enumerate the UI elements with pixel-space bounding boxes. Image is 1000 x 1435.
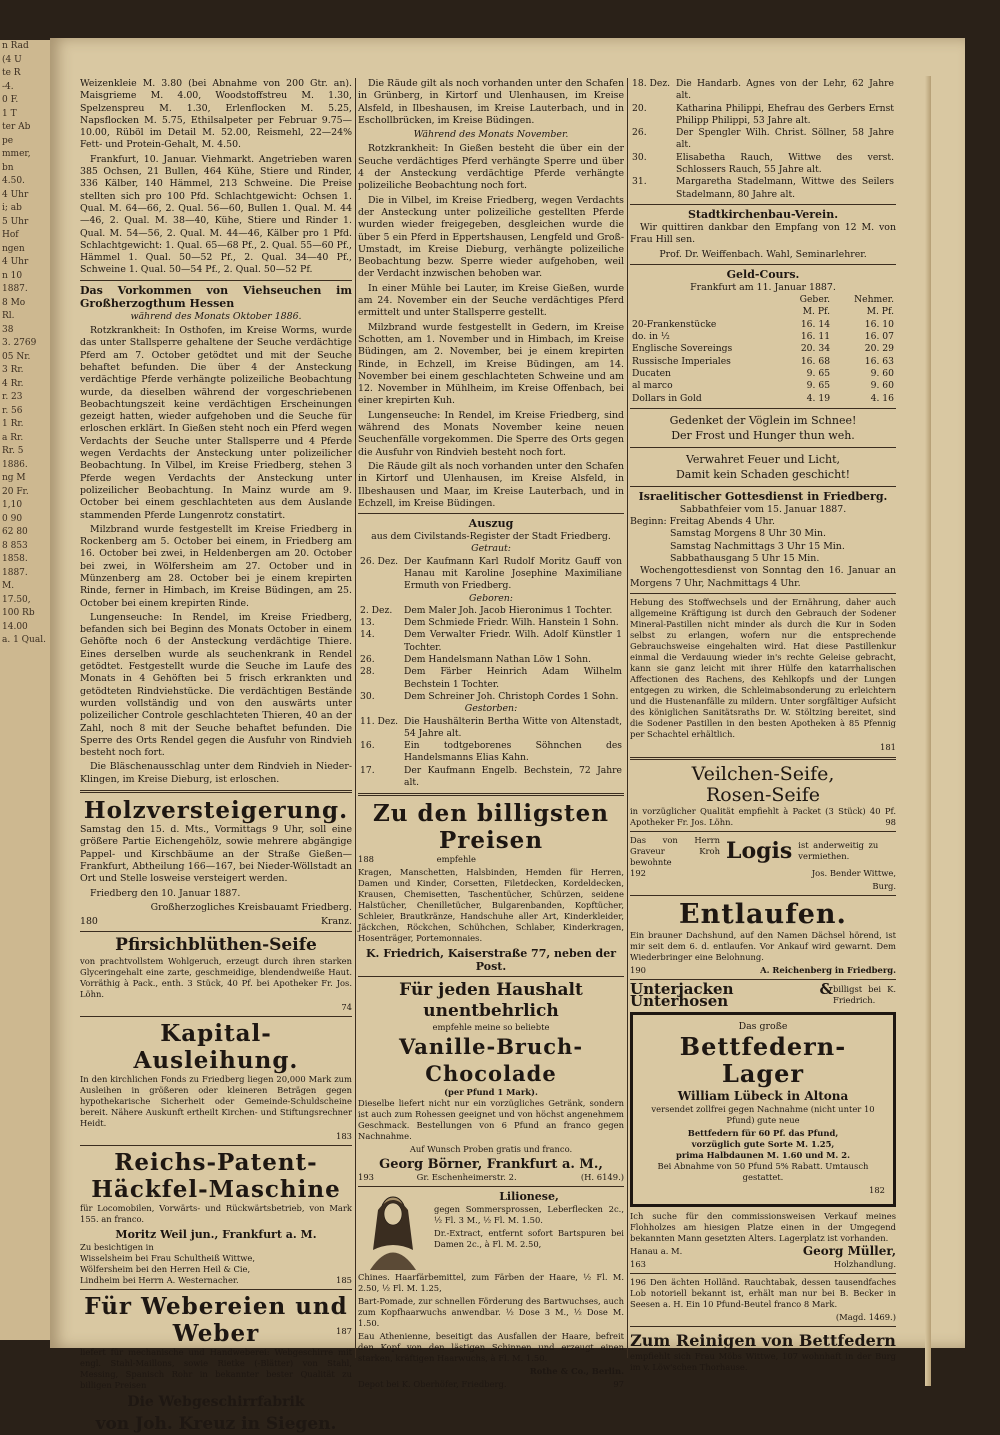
ad-line: Bart-Pomade, zur schnellen Förderung des Bartwuchses, auch zum Kopfhaarwuchs anwendbar. ½ Dose 3 M., ½ Dose M. 1.50.: [358, 1296, 624, 1329]
ad-signature: Jos. Bender Wittwe,: [811, 867, 896, 878]
table-row: [630, 78, 896, 103]
ad-signature: A. Reichenberg in Friedberg.: [760, 964, 896, 975]
ad-unterjacken: [630, 979, 896, 1011]
prev-page-fragment: 1 Rr.: [2, 419, 24, 429]
article-paragraph: Lungenseuche: In Rendel, im Kreise Friedberg, befanden sich bei Beginn des Monats October in einem Gehöfte noch 6 der Ansteckung verdächtige Thiere. Eines derselben wurde als seuchenkrank in Rendel getödtet. Festgestellt wurde die Seuche im Laufe des Monats in 4 Gehöften bei 5 frisch erkrankten und getödteten Rindviehstücke. Die verdächtigen Bestände wurden vollständig und von den auswärts unter polizeilicher Controle geschlachteten Thieren, 40 an der Zahl, noch 8 mit der Seuche behaftet befunden. Die Sperre des Orts Rendel gegen die Ausfuhr von Rindvieh besteht noch fort.: [80, 611, 352, 759]
ad-firm: William Lübeck in Altona: [677, 1088, 849, 1103]
rate-geber: 20. 34: [800, 343, 831, 355]
ad-number: 185: [336, 1275, 352, 1286]
table-row: [630, 127, 896, 152]
ad-signature: Großherzogliches Kreisbauamt Friedberg.: [150, 901, 352, 913]
ad-text: Bei Abnahme von 50 Pfund 5% Rabatt. Umtausch gestattet.: [657, 1160, 869, 1182]
ad-firm: Die Webgeschirrfabrik: [127, 1394, 305, 1411]
rate-nehmer: 16. 63: [864, 355, 894, 367]
prev-page-fragment: 100 Rb: [2, 608, 35, 618]
service-line: Samstag Nachmittags 3 Uhr 15 Min.: [670, 540, 845, 552]
ad-text: Ein brauner Dachshund, auf den Namen Dächsel hörend, ist mir seit dem 6. d. entlaufen. Vor Ankauf wird gewarnt. Dem Wiederbringer eine Belohnung.: [630, 929, 896, 962]
ad-headline: Für Webereien und: [84, 1293, 348, 1321]
newspaper-page: [50, 38, 965, 1435]
register-section: Geboren:: [469, 592, 513, 604]
table-row: [630, 393, 896, 405]
register-headline: Auszug: [468, 517, 514, 531]
ad-logis: [630, 835, 896, 868]
ad-holzversteigerung: [80, 797, 352, 928]
service-line: Wochengottesdienst von Sonntag den 16. Januar an Morgens 7 Uhr, Nachmittags 4 Uhr.: [630, 565, 896, 589]
rate-nehmer: 20. 29: [864, 343, 894, 355]
ad-text: Dieselbe liefert nicht nur ein vorzügliches Getränk, sondern ist auch zum Rohessen geeignet und von höchst angenehmem Geschmack. Bestellungen von 6 Pfund an franco gegen Nachnahme.: [358, 1098, 624, 1142]
prev-page-fragment: 4 Uhr: [2, 189, 29, 200]
entry-date: 26. Dez.: [360, 555, 399, 567]
prev-page-fragment: 8 Mo: [2, 297, 26, 308]
ad-rauchtabak: 196 Den ächten Holländ. Rauchtabak, dessen tausendfaches Lob notoriell bekannt ist, erhält man nur bei B. Becker in Seesen a. H. Ein 10 Pfund-Beutel franco 8 Mark.: [630, 1276, 896, 1309]
entry-date: 17.: [360, 764, 375, 776]
notice-signature: Prof. Dr. Weiffenbach. Wahl, Seminarlehrer.: [659, 248, 867, 260]
entry-text: Die Haushälterin Bertha Witte von Altenstadt, 54 Jahre alt.: [404, 715, 622, 739]
currency-name: Ducaten: [632, 367, 671, 379]
prev-page-fragment: 8 853: [2, 540, 28, 551]
previous-page-edge: [0, 40, 50, 1340]
ad-billigste-preise: [358, 800, 624, 973]
article-paragraph: Die in Vilbel, im Kreise Friedberg, wegen Verdachts der Ansteckung unter polizeiliche gestellten Pferde wurden wieder freigegeben, desgleichen wurde die über 5 ein Pferd in Eppertshausen, Lengfeld und Groß-Umstadt, im Kreise Dieburg, verhängte polizeiliche Beobachtung bezw. Sperre wieder aufgehoben, weil der Verdacht inzwischen behoben war.: [358, 194, 624, 280]
entry-date: 11. Dez.: [360, 715, 399, 727]
prev-page-fragment: 1,10: [2, 500, 23, 510]
prev-page-fragment: 17.50,: [2, 594, 31, 605]
column-header: Nehmer.: [854, 294, 894, 306]
service-line: Beginn: Freitag Abends 4 Uhr.: [630, 516, 775, 528]
table-row: [358, 556, 624, 593]
rate-geber: 9. 65: [806, 367, 831, 379]
ad-text: empfehle: [436, 854, 477, 865]
entry-text: Dem Maler Joh. Jacob Hieronimus 1 Tochter.: [404, 604, 613, 616]
rate-geber: 16. 68: [800, 355, 831, 367]
prev-page-fragment: 5 Uhr: [2, 216, 29, 227]
ad-text: empfehle meine so beliebte: [432, 1022, 550, 1033]
notice-text: Wir quittiren dankbar den Empfang von 12 M. von Frau Hill sen.: [630, 221, 896, 246]
rate-geber: 16. 14: [800, 318, 831, 330]
ad-reference: (Magd. 1469.): [835, 1311, 896, 1322]
entry-date: 28.: [360, 666, 375, 678]
ad-headline: Vanille-Bruch-Chocolade: [398, 1034, 584, 1087]
ad-kapital: [80, 1020, 352, 1142]
ad-headline: Pfirsichblüthen-Seife: [115, 935, 317, 956]
ad-text: liefert für mechanische und Handweberei: Webgeschirre mit engl. Stahl-Maillons, sowie Rietke (-Blätter) von Stahl, Messing, Spanisch Rohr in bekannter bester Qualität zu billigen Preisen: [80, 1347, 352, 1391]
ad-text: Kragen, Manschetten, Halsbinden, Hemden für Herren, Damen und Kinder, Corsetten, Filetdecken, Kordeldecken, Krausen, Chemisetten, Taschentücher, Schürzen, seidene Halstücher, Chenilletücher, Bulgarenbanden, Kopftücher, Schleier, Brautkränze, Handschuhe aller Art, Kinderkleider, Jäckchen, Röckchen, Schühchen, Schlaber, Kinderkragen, Hosenträger, Portemonnaies.: [358, 867, 624, 944]
exchange-rates-table: [630, 294, 896, 405]
article-paragraph: Die Räude gilt als noch vorhanden unter den Schafen in Grünberg, in Kirtorf und Ulenhausen, im Kreise Alsfeld, in Ilbeshausen, im Kreise Lauterbach, und in Eschollbrücken, im Kreise Büdingen.: [358, 78, 624, 126]
column-header: M. Pf.: [866, 306, 894, 318]
ad-number: 183: [336, 1131, 352, 1142]
ad-text: versendet zollfrei gegen Nachnahme (nicht unter 10 Pfund) gute neue: [651, 1103, 875, 1125]
ad-veilchen-seife: [630, 764, 896, 828]
prev-page-fragment: -4.: [2, 81, 14, 92]
ad-firm: Rothe & Co., Berlin.: [529, 1366, 624, 1377]
prev-page-fragment: 1858.: [2, 554, 28, 564]
column-2: [358, 78, 624, 1392]
ad-sodener-pastillen: Hebung des Stoffwechsels und der Ernährung, daher auch allgemeine Kräftigung ist durch den Gebrauch der Sodener Mineral-Pastillen nicht minder als durch die Kur in Soden selbst zu erlangen, wofern nur die entsprechende Gebrauchsweise eingehalten wird. Hat diese Pastillenkur einmal die Verdauung wieder in's rechte Geleise gebracht, kann sie ganz leicht mit ihrer Hülfe den katarrhalischen Affectionen des Rachens, des Kehlkopfs und der Lungen entgegen zu wirken, die Schleimabsonderung zu erleichtern und die Hustenanfälle zu mildern. Unter sorgfältiger Aufsicht des königlichen Sanitätsraths Dr. W. Stöltzing bereitet, sind die Sodener Pastillen in den besten Apotheken à 85 Pfennig per Schachtel erhältlich.: [630, 596, 896, 739]
entry-text: Margaretha Stadelmann, Wittwe des Seilers Stadelmann, 80 Jahre alt.: [676, 176, 894, 200]
prev-page-fragment: 38: [2, 324, 14, 335]
ad-text: Das von Herrn Graveur Kroh bewohnte: [630, 834, 720, 867]
prev-page-fragment: 14.00: [2, 621, 28, 632]
ad-headline: Veilchen-Seife,: [691, 762, 835, 785]
verse-line: Verwahret Feuer und Licht,: [685, 452, 841, 466]
prev-page-fragment: pe: [2, 135, 14, 146]
prev-page-fragment: 62 80: [2, 527, 28, 537]
ad-firm: K. Friedrich, Kaiserstraße 77, neben der Post.: [365, 947, 617, 974]
verse-line: Gedenket der Vöglein im Schnee!: [669, 413, 857, 427]
entry-text: Dem Schmiede Friedr. Wilh. Hanstein 1 Sohn.: [404, 617, 619, 629]
ad-commission: [630, 1211, 896, 1270]
prev-page-fragment: Rl.: [2, 311, 15, 321]
ad-text: für Locomobilen, Vorwärts- und Rückwärtsbetrieb, von Mark 155. an franco.: [80, 1203, 352, 1225]
table-row: [358, 617, 624, 629]
prev-page-fragment: ngen: [2, 243, 25, 254]
prev-page-fragment: a. 1 Qual.: [2, 635, 46, 645]
article-paragraph: Die Räude gilt als noch vorhanden unter den Schafen in Kirtorf und Ulenhausen, im Kreise Alsfeld, in Ilbeshausen und Maar, im Kreise Lauterbach, und in Echzell, im Kreise Büdingen.: [358, 460, 624, 509]
prev-page-fragment: 1887.: [2, 567, 28, 578]
ad-number: 182: [869, 1184, 885, 1195]
entry-text: Der Kaufmann Engelb. Bechstein, 72 Jahre alt.: [404, 764, 622, 789]
ad-signature: Kranz.: [320, 916, 352, 928]
entry-text: Dem Färber Heinrich Adam Wilhelm Bechstein 1 Tochter.: [404, 666, 622, 690]
article-paragraph: Lungenseuche: In Rendel, im Kreise Friedberg, sind während des Monats November keine neuen Seuchenfälle vorgekommen. Die Sperre des Orts gegen die Ausfuhr von Rindvieh besteht noch fort.: [358, 409, 624, 458]
entry-date: 14.: [360, 629, 375, 641]
prev-page-fragment: Rr. 5: [2, 446, 24, 456]
table-row: [630, 331, 896, 343]
ad-headline: Zu den billigsten Preisen: [372, 800, 609, 855]
exchange-rates-headline: Geld-Cours.: [726, 267, 800, 281]
prev-page-fragment: 4 Uhr: [2, 257, 29, 267]
ad-number: 180: [80, 916, 98, 928]
article-paragraph: Milzbrand wurde festgestellt in Gedern, im Kreise Schotten, am 1. November und in Himbach, im Kreise Büdingen, am 2. November, bei je einem krepirten Rinde, in Echzell, im Kreise Büdingen, am 14. November bei einem geschlachteten Schweine und am 12. November in Mühlheim, im Kreise Offenbach, bei einer krepirten Kuh.: [358, 321, 624, 407]
register-section: Gestorben:: [464, 703, 518, 715]
ad-text: In den kirchlichen Fonds zu Friedberg liegen 20,000 Mark zum Ausleihen in größeren oder kleineren Beträgen gegen hypothekarische Sicherheit oder Gemeinde-Schuldscheine bereit. Nähere Auskunft ertheilt Kirchen- und Stiftungsrechner Heidt.: [80, 1074, 352, 1129]
table-row: [358, 765, 624, 790]
prev-page-fragment: ter Ab: [2, 122, 31, 132]
prev-page-fragment: mmer,: [2, 149, 31, 159]
ad-text: Samstag den 15. d. Mts., Vormittags 9 Uhr, soll eine größere Partie Eichengehölz, sowie mehrere abgängige Pappel- und Kirschbäume an der Straße Gießen—Frankfurt, Abtheilung 166—167, bei Nieder-Wöllstadt an Ort und Stelle losweise versteigert werden.: [80, 824, 352, 885]
prev-page-fragment: 0 90: [2, 513, 23, 524]
prev-page-fragment: te R: [2, 68, 21, 78]
ad-line: Lindheim bei Herrn A. Westernacher.: [80, 1275, 239, 1286]
ad-number: 188: [358, 854, 374, 865]
entry-text: Katharina Philippi, Ehefrau des Gerbers Ernst Philipp Philippi, 53 Jahre alt.: [676, 102, 894, 126]
prev-page-fragment: n 10: [2, 270, 23, 281]
ad-firm: Moritz Weil jun., Frankfurt a. M.: [115, 1228, 317, 1242]
ad-number: 190: [630, 964, 646, 975]
currency-name: 20-Frankenstücke: [632, 318, 717, 330]
ad-line: Bettfedern für 60 Pf. das Pfund,: [687, 1127, 839, 1138]
table-row: [358, 629, 624, 654]
entry-date: 18. Dez.: [632, 78, 671, 89]
column-1: [80, 78, 352, 1435]
table-row: [358, 740, 624, 765]
table-row: [358, 666, 624, 691]
entry-text: Ein todtgeborenes Söhnchen des Handelsmanns Elias Kahn.: [404, 740, 622, 764]
ad-lilionese: [358, 1190, 624, 1390]
ad-headline: Reichs-Patent-: [114, 1149, 318, 1177]
market-report: Weizenkleie M. 3.80 (bei Abnahme von 200 Gtr. an). Maisgrieme M. 4.00, Woodstoffstreu M. 1.30, Spelzenspreu M. 1.30, Erlenflocken M. 5.25, Napsflocken M. 5.75, Ethilsalpeter per Februar 9.75—10.00, Rüböl im Detail M. 52.00, Reismehl, 22—24% Fett- und Protein-Gehalt, M. 4.50.: [80, 78, 352, 151]
service-subhead: Sabbathfeier vom 15. Januar 1887.: [679, 503, 847, 515]
article-subhead: Während des Monats November.: [413, 129, 569, 141]
ad-line: gegen Sommersprossen, Leberflecken 2c., ½ Fl. 3 M., ½ Fl. M. 1.50.: [434, 1204, 624, 1226]
currency-name: Russische Imperiales: [632, 355, 731, 367]
entry-date: 2. Dez.: [360, 604, 393, 616]
ad-line: prima Halbdaunen M. 1.60 und M. 2.: [675, 1149, 851, 1160]
article-headline: Das Vorkommen von Viehseuchen im Großherzogthum Hessen: [80, 283, 352, 310]
rate-nehmer: 9. 60: [870, 380, 894, 392]
prev-page-fragment: 05 Nr.: [2, 351, 31, 362]
table-row: [630, 103, 896, 128]
service-headline: Israelitischer Gottesdienst in Friedberg.: [638, 489, 888, 503]
ad-firm: von Joh. Kreuz in Siegen.: [95, 1414, 337, 1435]
column-divider: [627, 78, 628, 1358]
ad-vanille-chocolade: [358, 980, 624, 1183]
ad-address: Gr. Eschenheimerstr. 2.: [416, 1172, 517, 1183]
ad-number: 163: [630, 1258, 646, 1269]
ad-line: Wölfersheim bei den Herren Heil & Cie,: [80, 1264, 251, 1275]
article-paragraph: Die Bläschenausschlag unter dem Rindvieh in Nieder-Klingen, im Kreise Dieburg, ist erloschen.: [80, 761, 352, 785]
entry-text: Dem Verwalter Friedr. Wilh. Adolf Künstler 1 Tochter.: [404, 629, 622, 653]
prev-page-fragment: 3. 2769: [2, 338, 37, 348]
ad-webereien: [80, 1293, 352, 1434]
entry-date: 30.: [360, 690, 375, 702]
prev-page-fragment: 20 Fr.: [2, 486, 29, 497]
prev-page-fragment: M.: [2, 581, 15, 591]
births-table: [358, 605, 624, 703]
ad-headline: Holzversteigerung.: [83, 797, 349, 825]
table-row: [630, 176, 896, 201]
prev-page-fragment: 1887.: [2, 284, 28, 294]
prev-page-fragment: (4 U: [2, 54, 22, 65]
entry-text: Elisabetha Rauch, Wittwe des verst. Schlossers Rauch, 55 Jahre alt.: [676, 151, 894, 176]
currency-name: Englische Sovereings: [632, 343, 733, 355]
prev-page-fragment: 1886.: [2, 459, 28, 470]
ad-headline: Häckfel-Maschine: [91, 1176, 341, 1204]
ad-headline: Lilionese,: [499, 1190, 559, 1204]
ad-headline: Entlaufen.: [679, 898, 847, 930]
entry-text: Die Handarb. Agnes von der Lehr, 62 Jahre alt.: [676, 78, 894, 102]
ad-headline: Kapital-Ausleihung.: [133, 1020, 299, 1075]
register-section: Getraut:: [471, 543, 511, 555]
ad-firm: Georg Börner, Frankfurt a. M.,: [379, 1157, 603, 1173]
prev-page-fragment: 1 T: [2, 108, 17, 119]
entry-date: 30.: [632, 151, 647, 163]
verse-line: Damit kein Schaden geschicht!: [675, 467, 851, 481]
ad-text: billigst bei K. Friedrich.: [833, 984, 896, 1006]
prev-page-fragment: r. 56: [2, 405, 23, 416]
article-paragraph: Rotzkrankheit: In Gießen besteht die über ein der Seuche verdächtiges Pferd verhängte Sperre und über 4 der Ansteckung verdächtige Pferde verhängte polizeiliche Beobachtung noch fort.: [358, 143, 624, 192]
exchange-rates-subhead: Frankfurt am 11. Januar 1887.: [690, 281, 836, 293]
table-row: [630, 380, 896, 392]
prev-page-fragment: r. 23: [2, 392, 23, 402]
table-row: [630, 152, 896, 177]
ad-headline: Logis: [726, 838, 793, 865]
verse: [630, 452, 896, 482]
entry-date: 20.: [632, 102, 647, 114]
ad-depot: Depot bei K. Oberhöfer, Friedberg.: [358, 1379, 507, 1390]
ad-date: Friedberg den 10. Januar 1887.: [90, 887, 241, 899]
article-paragraph: In einer Mühle bei Lauter, im Kreise Gießen, wurde am 24. November ein der Seuche verdächtiges Pferd ermittelt und unter Stallsperre gestellt.: [358, 282, 624, 319]
article-subhead: während des Monats Oktober 1886.: [130, 310, 302, 322]
prev-page-fragment: 0 F.: [2, 95, 19, 105]
ad-headline: Weber: [172, 1320, 260, 1348]
ad-haeckselmaschine: [80, 1149, 352, 1286]
currency-name: Dollars in Gold: [632, 392, 702, 404]
ad-line: Wisselsheim bei Frau Schultheiß Wittwe,: [80, 1253, 256, 1264]
entry-text: Dem Schreiner Joh. Christoph Cordes 1 Sohn.: [404, 690, 619, 702]
register-subhead: aus dem Civilstands-Register der Stadt Friedberg.: [371, 531, 611, 543]
entry-date: 13.: [360, 617, 375, 629]
ad-firm: Georg Müller,: [802, 1243, 896, 1258]
column-header: Geber.: [799, 294, 831, 306]
ad-headline: Zum Reinigen von Bettfedern: [630, 1330, 896, 1350]
ad-price: (per Pfund 1 Mark).: [444, 1087, 538, 1098]
prev-page-fragment: 4.50.: [2, 176, 25, 186]
ad-number: 181: [880, 741, 896, 752]
cattle-market-report: Frankfurt, 10. Januar. Viehmarkt. Angetrieben waren 385 Ochsen, 21 Bullen, 464 Kühe, Stiere und Rinder, 336 Kälber, 140 Hämmel, 213 Schweine. Die Preise stellten sich pro 100 Pfd. Schlachtgewicht: Ochsen 1. Qual. M. 64—66, 2. Qual. 56—60, Bullen 1. Qual. M. 44—46, 2. Qual. M. 38—40, Kühe, Stiere und Rinder 1. Qual. M. 54—56, 2. Qual. M. 44—46, Kälber pro 1 Pfd. Schlachtgewicht: 1. Qual. 65—68 Pf., 2. Qual. 55—60 Pf., Hämmel 1. Qual. 50—52 Pf., 2. Qual. 34—40 Pf., Schweine 1. Qual. 50—54 Pf., 2. Qual. 50—52 Pf.: [80, 153, 352, 276]
ad-text: ist anderweitig zu vermiethen.: [798, 840, 879, 862]
prev-page-fragment: a Rr.: [2, 432, 24, 443]
ad-headline: Unterjacken & Unterhosen: [630, 979, 834, 1011]
ad-number: 74: [341, 1002, 352, 1013]
rate-nehmer: 16. 07: [864, 331, 894, 343]
ad-text: Holzhandlung.: [833, 1258, 896, 1269]
ad-number: 98: [885, 816, 896, 827]
rate-nehmer: 4. 16: [870, 392, 894, 404]
service-line: Samstag Morgens 8 Uhr 30 Min.: [670, 528, 827, 540]
ad-text: Auf Wunsch Proben gratis und franco.: [409, 1144, 573, 1155]
ad-bettfedern: [630, 1012, 896, 1207]
table-row: [630, 343, 896, 355]
ad-text: empfiehlt sich Frau Möbs Wittwe, 107 wohnhaft in der Burg im v. Löw'schen Thorhause.: [630, 1350, 896, 1372]
currency-name: do. in ½: [632, 331, 670, 343]
ad-line: Dr.-Extract, entfernt sofort Bartspuren bei Damen 2c., à Fl. M. 2.50,: [434, 1228, 624, 1250]
ad-line: Zu besichtigen in: [80, 1242, 154, 1253]
article-paragraph: Milzbrand wurde festgestellt im Kreise Friedberg in Rockenberg am 5. October bei einem, in Friedberg am 16. October bei zwei, in Heldenbergen am 20. October bei zwei, in Wölfersheim am 27. October und in Münzenberg am 28. October bei je einem krepirten Rinde, ferner in Himbach, im Kreise Büdingen, am 25. October bei einem krepirten Rinde.: [80, 523, 352, 609]
table-row: [358, 654, 624, 666]
table-row: [358, 605, 624, 617]
table-row: [630, 319, 896, 331]
table-row: [630, 356, 896, 368]
ad-number: 97: [613, 1379, 624, 1390]
table-row: [630, 368, 896, 380]
ad-line: Eau Athenienne, beseitigt das Ausfallen der Haare, befreit den Kopf von den lästigen Schinnen und erzeugt einen starken, kräftigen Haarwuchs, à Fl. M. 1.50.: [358, 1331, 624, 1364]
ad-entlaufen: [630, 899, 896, 976]
table-row: [358, 691, 624, 703]
ad-headline: Rosen-Seife: [705, 783, 820, 806]
column-divider: [355, 78, 356, 1358]
ad-number: 193: [358, 1172, 374, 1183]
table-row: [358, 716, 624, 741]
entry-date: 31.: [632, 176, 647, 188]
prev-page-fragment: bn: [2, 162, 14, 173]
ad-text: in vorzüglicher Qualität empfiehlt à Packet (3 Stück) 40 Pf. Apotheker Fr. Jos. Löhn.: [630, 805, 896, 827]
rate-geber: 9. 65: [806, 380, 831, 392]
entry-date: 26.: [360, 654, 375, 666]
rate-geber: 16. 11: [800, 331, 831, 343]
rate-nehmer: 9. 60: [870, 367, 894, 379]
entry-date: 16.: [360, 740, 375, 752]
prev-page-fragment: i; ab: [2, 203, 22, 213]
ad-line: Chines. Haarfärbemittel, zum Färben der Haare, ½ Fl. M. 2.50, ½ Fl. M. 1.25,: [358, 1272, 624, 1294]
verse-line: Der Frost und Hunger thun weh.: [671, 428, 855, 442]
prev-page-fragment: 3 Rr.: [2, 365, 24, 375]
currency-name: al marco: [632, 380, 673, 392]
column-3: [630, 78, 896, 1375]
woman-portrait-illustration: [358, 1190, 428, 1270]
deaths-table-continued: [630, 78, 896, 201]
ad-number: 187: [336, 1326, 352, 1337]
ad-text: Ich suche für den commissionsweisen Verkauf meines Flohholzes am hiesigen Platze einen in der Umgegend bekannten Mann gesetzten Alters. Lagerplatz ist vorhanden.: [630, 1210, 896, 1243]
prev-page-fragment: Hof: [2, 230, 19, 240]
prev-page-fragment: 4 Rr.: [2, 378, 24, 389]
ad-pfirsich-seife: [80, 935, 352, 1013]
notice-headline: Stadtkirchenbau-Verein.: [687, 207, 839, 221]
ad-number: 192: [630, 867, 646, 878]
ad-headline: Für jeden Haushalt unentbehrlich: [399, 980, 583, 1022]
rate-geber: 4. 19: [806, 392, 831, 404]
ad-place: Burg.: [872, 880, 896, 891]
service-line: Sabbathausgang 5 Uhr 15 Min.: [670, 553, 820, 565]
entry-text: Dem Handelsmann Nathan Löw 1 Sohn.: [404, 654, 591, 666]
ad-headline: Bettfedern-Lager: [679, 1031, 847, 1088]
entry-text: Der Kaufmann Karl Rudolf Moritz Gauff von Hanau mit Karoline Josephine Maximiliane Ermuth von Friedberg.: [404, 555, 622, 592]
ad-text: von prachtvollstem Wohlgeruch, erzeugt durch ihren starken Glyceringehalt eine zarte, geschmeidige, blendendweiße Haut. Vorräthig à Pack., enth. 3 Stück, 40 Pf. bei Apotheker Fr. Jos. Löhn.: [80, 956, 352, 1000]
prev-page-fragment: ng M: [2, 473, 26, 483]
rate-nehmer: 16. 10: [864, 318, 894, 330]
deaths-table: [358, 716, 624, 790]
page-edge: [925, 76, 931, 1386]
ad-text: Das große: [738, 1020, 788, 1032]
ad-place: Hanau a. M.: [630, 1245, 683, 1256]
entry-date: 26.: [632, 127, 647, 139]
ad-reference: (H. 6149.): [580, 1172, 624, 1183]
entry-text: Der Spengler Wilh. Christ. Söllner, 58 Jahre alt.: [676, 127, 894, 151]
article-paragraph: Rotzkrankheit: In Osthofen, im Kreise Worms, wurde das unter Stallsperre gehaltene der Seuche verdächtige Pferd am 7. October getödtet und mit der Seuche behaftet befunden. Die über 4 der Ansteckung verdächtige Pferde verhängte polizeiliche Beobachtung wurde, da dieselben während der vorgeschriebenen Beobachtungszeit keine verdächtigen Erscheinungen gezeigt hatten, wieder aufgehoben und die Seuche für erloschen erklärt. In Gießen steht noch ein Pferd wegen Verdachts der Seuche unter Stallsperre und 4 Pferde wegen Verdachts der Ansteckung unter polizeilicher Beobachtung. In Vilbel, im Kreise Friedberg, stehen 3 Pferde wegen Verdachts der Ansteckung unter polizeilicher Beobachtung. In Mainz wurde am 9. October bei einem geschlachteten aus dem Auslande stammenden Pferde Lungenrotz constatirt.: [80, 325, 352, 521]
married-table: [358, 556, 624, 593]
ad-line: vorzüglich gute Sorte M. 1.25,: [691, 1138, 835, 1149]
column-header: M. Pf.: [802, 306, 831, 318]
verse: [630, 413, 896, 443]
prev-page-fragment: n Rad: [2, 41, 29, 51]
